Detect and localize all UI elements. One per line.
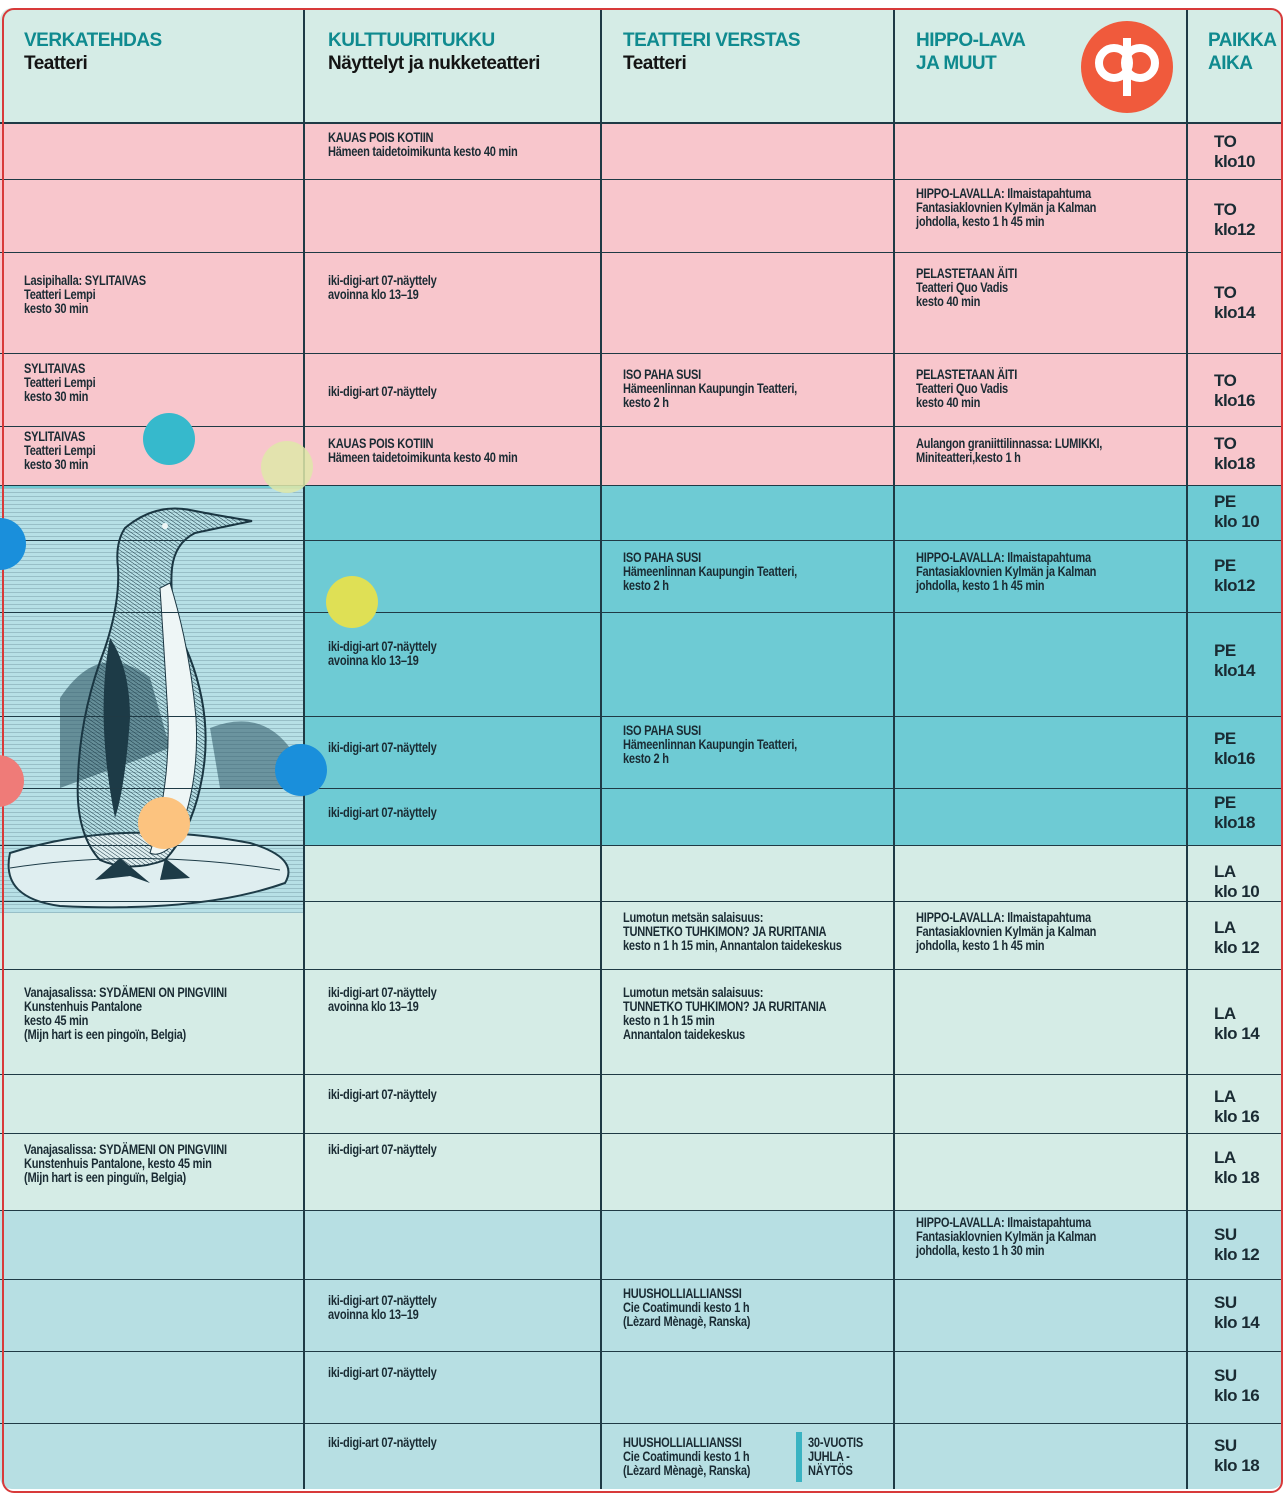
row-divider (0, 1133, 1283, 1134)
header-kulttuuritukku-type: Näyttelyt ja nukketeatteri (328, 53, 540, 74)
row-divider (0, 845, 1283, 846)
event-cell: Vanajasalissa: SYDÄMENI ON PINGVIINI Kunstenhuis Pantalone kesto 45 min (Mijn hart is een pingoïn, Belgia) (24, 985, 227, 1042)
event-cell: PELASTETAAN ÄITI Teatteri Quo Vadis kesto 40 min (916, 367, 1018, 410)
header-verstas-venue: TEATTERI VERSTAS (623, 30, 801, 51)
row-divider (0, 485, 1283, 486)
day-time-pe-12: PE klo12 (1214, 556, 1255, 595)
row-divider (0, 788, 1283, 789)
event-cell: SYLITAIVAS Teatteri Lempi kesto 30 min (24, 361, 96, 404)
event-cell: SYLITAIVAS Teatteri Lempi kesto 30 min (24, 429, 96, 472)
event-cell: HIPPO-LAVALLA: Ilmaistapahtuma Fantasiaklovnien Kylmän ja Kalman johdolla, kesto 1 h 45 min (916, 186, 1097, 229)
event-cell: ISO PAHA SUSI Hämeenlinnan Kaupungin Teatteri, kesto 2 h (623, 550, 797, 593)
header-hippo-venue-line2: JA MUUT (916, 53, 997, 74)
decorative-dot (138, 797, 190, 849)
juhla-accent-bar (796, 1432, 802, 1482)
day-time-la-10: LA klo 10 (1214, 862, 1260, 901)
event-cell: HIPPO-LAVALLA: Ilmaistapahtuma Fantasiaklovnien Kylmän ja Kalman johdolla, kesto 1 h 30 min (916, 1215, 1097, 1258)
event-cell: Lumotun metsän salaisuus: TUNNETKO TUHKIMON? JA RURITANIA kesto n 1 h 15 min, Annantalon taidekeskus (623, 910, 842, 953)
header-hippo-venue-line1: HIPPO-LAVA (916, 30, 1026, 51)
row-divider (0, 122, 1283, 124)
row-divider (0, 1279, 1283, 1280)
event-cell: HIPPO-LAVALLA: Ilmaistapahtuma Fantasiaklovnien Kylmän ja Kalman johdolla, kesto 1 h 45 min (916, 910, 1097, 953)
event-cell: iki-digi-art 07-näyttely avoinna klo 13–19 (328, 273, 437, 302)
day-time-su-14: SU klo 14 (1214, 1293, 1260, 1332)
header-paikka-line2: AIKA (1208, 53, 1253, 74)
event-cell: HUUSHOLLIALLIANSSI Cie Coatimundi kesto 1 h (Lèzard Mènagè, Ranska) (623, 1435, 751, 1478)
header-verkatehdas-venue: VERKATEHDAS (24, 30, 162, 51)
event-cell: iki-digi-art 07-näyttely (328, 1435, 437, 1450)
event-cell: iki-digi-art 07-näyttely (328, 1087, 437, 1102)
row-divider (0, 252, 1283, 253)
day-time-la-14: LA klo 14 (1214, 1004, 1260, 1043)
col-divider (1186, 8, 1188, 1489)
juhla-note: 30-VUOTIS JUHLA - NÄYTÖS (808, 1435, 864, 1478)
day-time-su-18: SU klo 18 (1214, 1436, 1260, 1475)
event-cell: Aulangon graniittilinnassa: LUMIKKI, Miniteatteri,kesto 1 h (916, 436, 1103, 465)
header-paikka-line1: PAIKKA (1208, 30, 1277, 51)
row-divider (0, 1210, 1283, 1211)
day-time-to-18: TO klo18 (1214, 434, 1255, 473)
row-divider (0, 540, 1283, 541)
penguin-illustration (0, 488, 304, 913)
day-time-su-16: SU klo 16 (1214, 1366, 1260, 1405)
decorative-dot (143, 413, 195, 465)
day-time-la-12: LA klo 12 (1214, 918, 1260, 957)
decorative-dot (275, 744, 327, 796)
day-time-la-18: LA klo 18 (1214, 1148, 1260, 1187)
header-kulttuuritukku-venue: KULTTUURITUKKU (328, 30, 495, 51)
row-divider (0, 901, 1283, 902)
event-cell: KAUAS POIS KOTIIN Hämeen taidetoimikunta kesto 40 min (328, 436, 518, 465)
decorative-dot (326, 576, 378, 628)
day-time-to-10: TO klo10 (1214, 132, 1255, 171)
event-cell: PELASTETAAN ÄITI Teatteri Quo Vadis kesto 40 min (916, 266, 1018, 309)
event-cell: iki-digi-art 07-näyttely avoinna klo 13–19 (328, 639, 437, 668)
header-verkatehdas-type: Teatteri (24, 53, 88, 74)
decorative-dot (261, 441, 313, 493)
event-cell: ISO PAHA SUSI Hämeenlinnan Kaupungin Teatteri, kesto 2 h (623, 723, 797, 766)
header-verstas-type: Teatteri (623, 53, 687, 74)
event-cell: KAUAS POIS KOTIIN Hämeen taidetoimikunta kesto 40 min (328, 130, 518, 159)
op-logo-icon (1080, 20, 1174, 114)
event-cell: Lasipihalla: SYLITAIVAS Teatteri Lempi kesto 30 min (24, 273, 146, 316)
col-divider (600, 8, 602, 1489)
day-time-to-14: TO klo14 (1214, 283, 1255, 322)
col-divider (893, 8, 895, 1489)
day-time-pe-18: PE klo18 (1214, 793, 1255, 832)
day-time-pe-16: PE klo16 (1214, 729, 1255, 768)
row-divider (0, 1074, 1283, 1075)
day-time-pe-10: PE klo 10 (1214, 492, 1260, 531)
day-time-su-12: SU klo 12 (1214, 1225, 1260, 1264)
event-cell: iki-digi-art 07-näyttely avoinna klo 13–19 (328, 1293, 437, 1322)
row-divider (0, 353, 1283, 354)
row-divider (0, 612, 1283, 613)
row-divider (0, 179, 1283, 180)
day-time-pe-14: PE klo14 (1214, 641, 1255, 680)
event-cell: HIPPO-LAVALLA: Ilmaistapahtuma Fantasiaklovnien Kylmän ja Kalman johdolla, kesto 1 h 45 min (916, 550, 1097, 593)
event-cell: HUUSHOLLIALLIANSSI Cie Coatimundi kesto 1 h (Lèzard Mènagè, Ranska) (623, 1286, 751, 1329)
event-cell: iki-digi-art 07-näyttely (328, 740, 437, 755)
row-divider (0, 1423, 1283, 1424)
event-cell: iki-digi-art 07-näyttely (328, 384, 437, 399)
row-divider (0, 716, 1283, 717)
event-cell: Lumotun metsän salaisuus: TUNNETKO TUHKIMON? JA RURITANIA kesto n 1 h 15 min Annantalon taidekeskus (623, 985, 827, 1042)
day-time-to-16: TO klo16 (1214, 371, 1255, 410)
event-cell: iki-digi-art 07-näyttely (328, 1365, 437, 1380)
day-time-to-12: TO klo12 (1214, 200, 1255, 239)
event-cell: iki-digi-art 07-näyttely avoinna klo 13–19 (328, 985, 437, 1014)
event-cell: Vanajasalissa: SYDÄMENI ON PINGVIINI Kunstenhuis Pantalone, kesto 45 min (Mijn hart is een pinguïn, Belgia) (24, 1142, 227, 1185)
day-time-la-16: LA klo 16 (1214, 1087, 1260, 1126)
event-cell: iki-digi-art 07-näyttely (328, 805, 437, 820)
event-cell: iki-digi-art 07-näyttely (328, 1142, 437, 1157)
event-cell: ISO PAHA SUSI Hämeenlinnan Kaupungin Teatteri, kesto 2 h (623, 367, 797, 410)
row-divider (0, 1351, 1283, 1352)
row-divider (0, 969, 1283, 970)
